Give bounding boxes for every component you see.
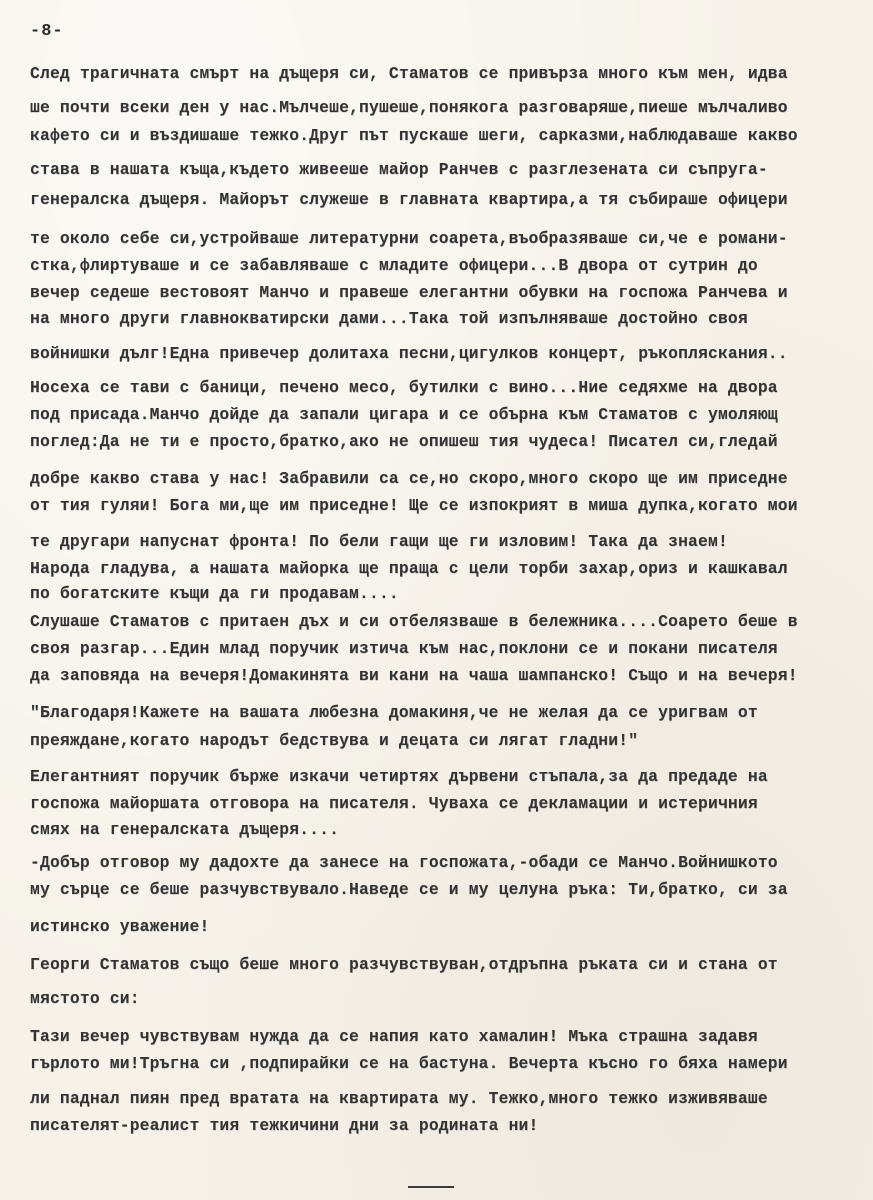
text-line-21: да заповяда на вечеря!Домакинята ви кани на чаша шампанско! Също и на вечеря! (30, 666, 798, 685)
text-line-25: госпожа майоршата отговора на писателя. Чуваха се декламации и истеричния (30, 794, 758, 813)
text-line-22: "Благодаря!Кажете на вашата любезна домакиня,че не желая да се уригвам от (30, 703, 758, 722)
text-line-9: на много други главнокватирски дами...Така той изпълняваше достойно своя (30, 309, 748, 328)
text-line-19: Слушаше Стаматов с притаен дъх и си отбелязваше в бележника....Соарето беше в (30, 612, 798, 631)
text-line-32: Тази вечер чувствувам нужда да се напия като хамалин! Мъка страшна задавя (30, 1027, 758, 1046)
text-line-23: преяждане,когато народът бедствува и децата си лягат гладни!" (30, 731, 639, 750)
text-line-5: генералска дъщеря. Майорът служеше в главната квартира,а тя събираше офицери (30, 190, 788, 209)
page-number: -8- (30, 22, 64, 41)
closing-rule (408, 1186, 454, 1188)
text-line-15: от тия гуляи! Бога ми,ще им приседне! Ще се изпокрият в миша дупка,когато мои (30, 496, 798, 515)
text-line-13: поглед:Да не ти е просто,братко,ако не опишеш тия чудеса! Писател си,гледай (30, 432, 778, 451)
text-line-20: своя разгар...Един млад поручик изтича към нас,поклони се и покани писателя (30, 639, 778, 658)
text-line-2: ше почти всеки ден у нас.Мълчеше,пушеше,понякога разговаряше,пиеше мълчаливо (30, 98, 788, 117)
text-line-34: ли паднал пиян пред вратата на квартирата му. Тежко,много тежко изживяваше (30, 1089, 768, 1108)
text-line-26: смях на генералската дъщеря.... (30, 820, 340, 839)
text-line-4: става в нашата къща,където живееше майор Ранчев с разглезената си съпруга- (30, 160, 768, 179)
text-line-7: стка,флиртуваше и се забавляваше с младите офицери...В двора от сутрин до (30, 256, 758, 275)
text-line-10: войнишки дълг!Една привечер долитаха песни,цигулков концерт, ръкопляскания.. (30, 344, 788, 363)
text-line-35: писателят-реалист тия тежкичини дни за родината ни! (30, 1116, 539, 1135)
text-line-27: -Добър отговор му дадохте да занесе на госпожата,-обади се Манчо.Войнишкото (30, 853, 778, 872)
text-line-24: Елегантният поручик бърже изкачи четиртях дървени стъпала,за да предаде на (30, 767, 768, 786)
text-line-12: под присада.Манчо дойде да запали цигара и се обърна към Стаматов с умоляющ (30, 405, 778, 424)
text-line-16: те другари напуснат фронта! По бели гащи ще ги изловим! Така да знаем! (30, 532, 728, 551)
text-line-30: Георги Стаматов също беше много разчувствуван,отдръпна ръката си и стана от (30, 955, 778, 974)
text-line-33: гърлото ми!Тръгна си ,подпирайки се на бастуна. Вечерта късно го бяха намери (30, 1054, 788, 1073)
text-line-29: истинско уважение! (30, 917, 210, 936)
text-line-28: му сърце се беше разчувствувало.Наведе се и му целуна ръка: Ти,братко, си за (30, 880, 788, 899)
text-line-31: мястото си: (30, 989, 140, 1008)
text-line-17: Народа гладува, а нашата майорка ще праща с цели торби захар,ориз и кашкавал (30, 559, 788, 578)
text-line-6: те около себе си,устройваше литературни соарета,въобразяваше си,че е романи- (30, 229, 788, 248)
text-line-3: кафето си и въздишаше тежко.Друг път пускаше шеги, сарказми,наблюдаваше какво (30, 126, 798, 145)
text-line-14: добре какво става у нас! Забравили са се,но скоро,много скоро ще им приседне (30, 469, 788, 488)
text-line-11: Носеха се тави с баници, печено месо, бутилки с вино...Ние седяхме на двора (30, 378, 778, 397)
text-line-18: по богатските къщи да ги продавам.... (30, 584, 399, 603)
text-line-1: След трагичната смърт на дъщеря си, Стаматов се привърза много към мен, идва (30, 64, 788, 83)
text-line-8: вечер седеше вестовоят Манчо и правеше елегантни обувки на госпожа Ранчева и (30, 283, 788, 302)
